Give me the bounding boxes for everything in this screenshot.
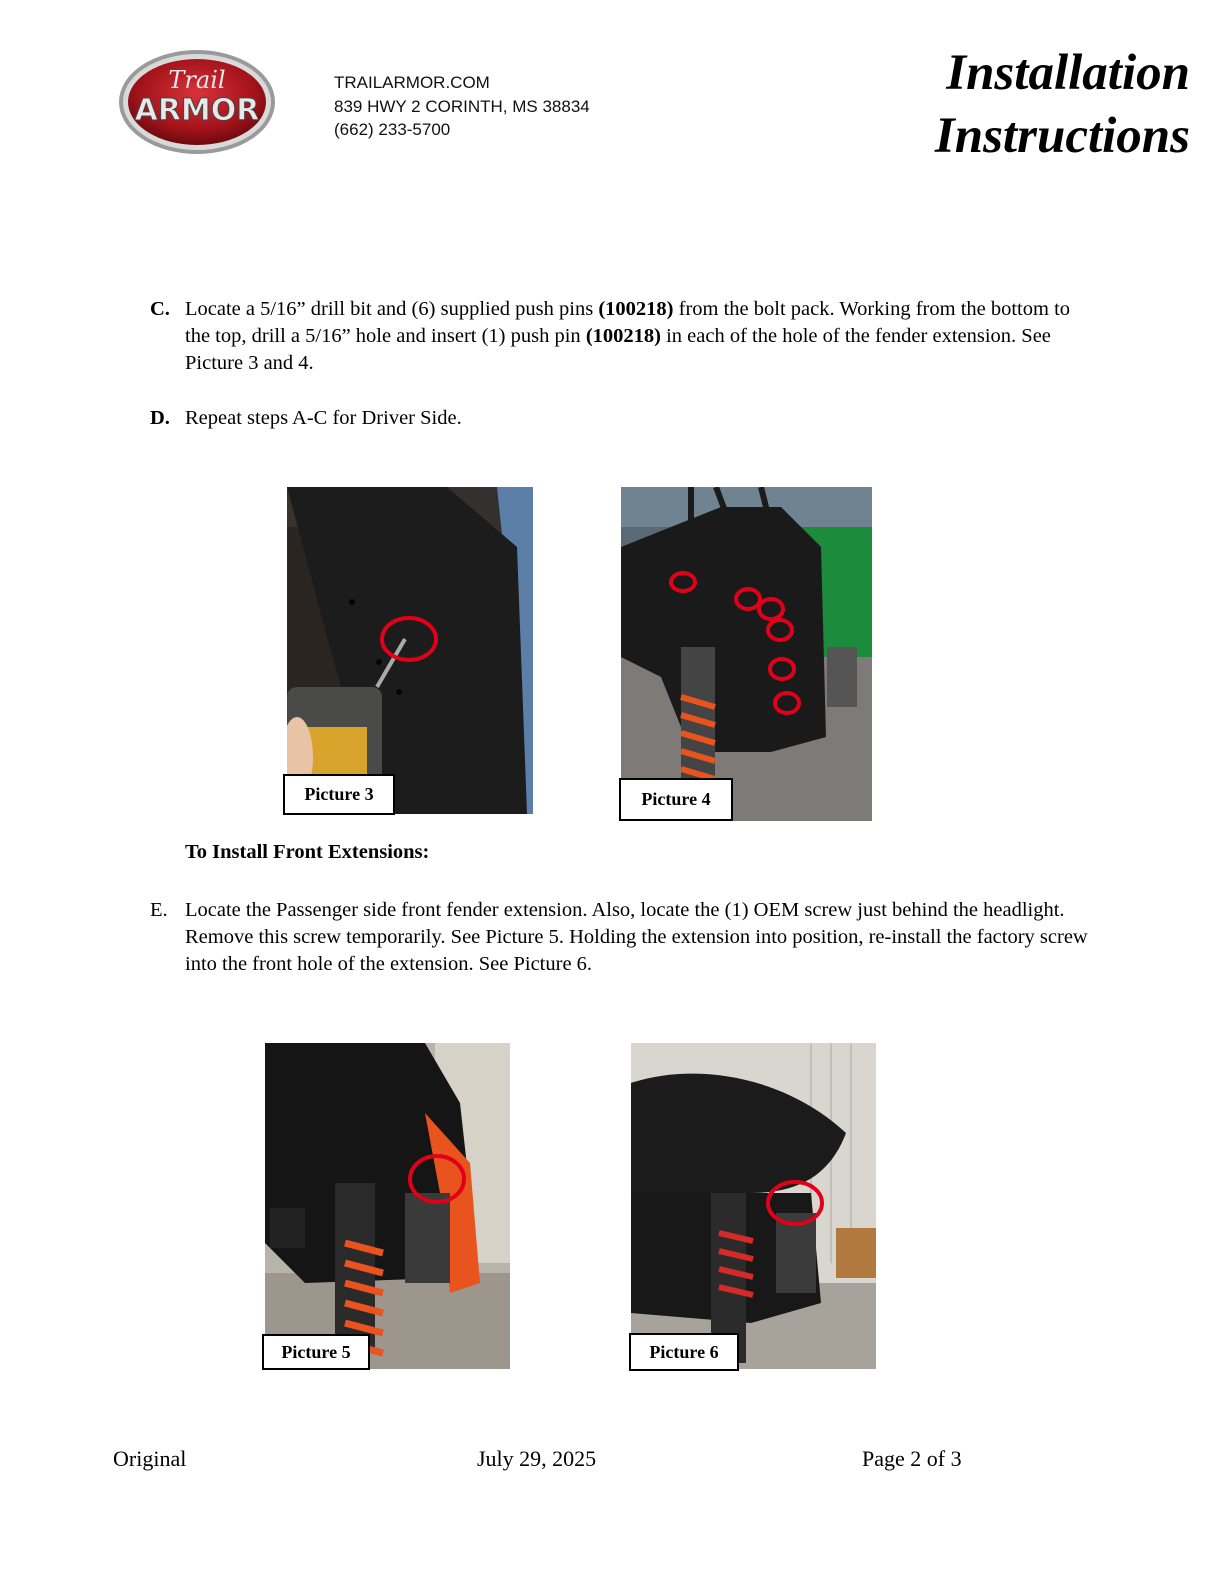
picture-6-caption: Picture 6 xyxy=(629,1333,739,1371)
picture-3-caption: Picture 3 xyxy=(283,774,395,815)
trail-armor-logo xyxy=(116,48,278,156)
logo-text-armor: ARMOR xyxy=(134,93,260,128)
picture-5-photo xyxy=(265,1043,510,1369)
step-d xyxy=(150,405,1090,432)
company-website: TRAILARMOR.COM xyxy=(334,73,490,92)
section-subheading: To Install Front Extensions: xyxy=(185,841,430,863)
document-title xyxy=(935,42,1190,168)
picture-4-photo xyxy=(621,487,872,821)
step-e xyxy=(150,897,1090,978)
step-text: Locate the Passenger side front fender extension. Also, locate the (1) OEM screw just behind the headlight. Remove this screw temporarily. See Picture 5. Holding the extension into position, re-install the factory screw into the front hole of the extension. See Picture 6. xyxy=(185,899,1088,975)
part-number: (100218) xyxy=(598,298,674,320)
picture-4-caption: Picture 4 xyxy=(619,778,733,821)
step-text: Repeat steps A-C for Driver Side. xyxy=(185,407,462,429)
step-letter: C. xyxy=(150,298,170,320)
step-letter: D. xyxy=(150,407,170,429)
footer-date: July 29, 2025 xyxy=(477,1446,597,1471)
footer-page-number: Page 2 of 3 xyxy=(862,1446,962,1471)
contact-info xyxy=(334,71,590,142)
part-number: (100218) xyxy=(585,325,661,347)
logo-text-trail: Trail xyxy=(168,66,226,94)
title-line-1: Installation xyxy=(946,45,1190,101)
picture-5-caption: Picture 5 xyxy=(262,1334,370,1370)
picture-3-photo xyxy=(287,487,533,814)
step-text-part: in each of the hole of the fender extension. See Picture 3 and 4. xyxy=(185,325,1051,374)
company-phone: (662) 233-5700 xyxy=(334,120,451,139)
title-line-2: Instructions xyxy=(934,108,1190,164)
picture-6-photo xyxy=(631,1043,876,1369)
company-address: 839 HWY 2 CORINTH, MS 38834 xyxy=(334,96,590,116)
step-text xyxy=(185,296,1090,377)
footer-revision: Original xyxy=(113,1446,187,1471)
step-text-part: Locate a 5/16” drill bit and (6) supplied push pins xyxy=(185,298,599,320)
step-letter: E. xyxy=(150,899,168,921)
step-text-part: from the bolt pack. Working from the bottom to the top, drill a 5/16” hole and insert (1) push pin xyxy=(185,298,1071,347)
step-c xyxy=(150,296,1090,377)
